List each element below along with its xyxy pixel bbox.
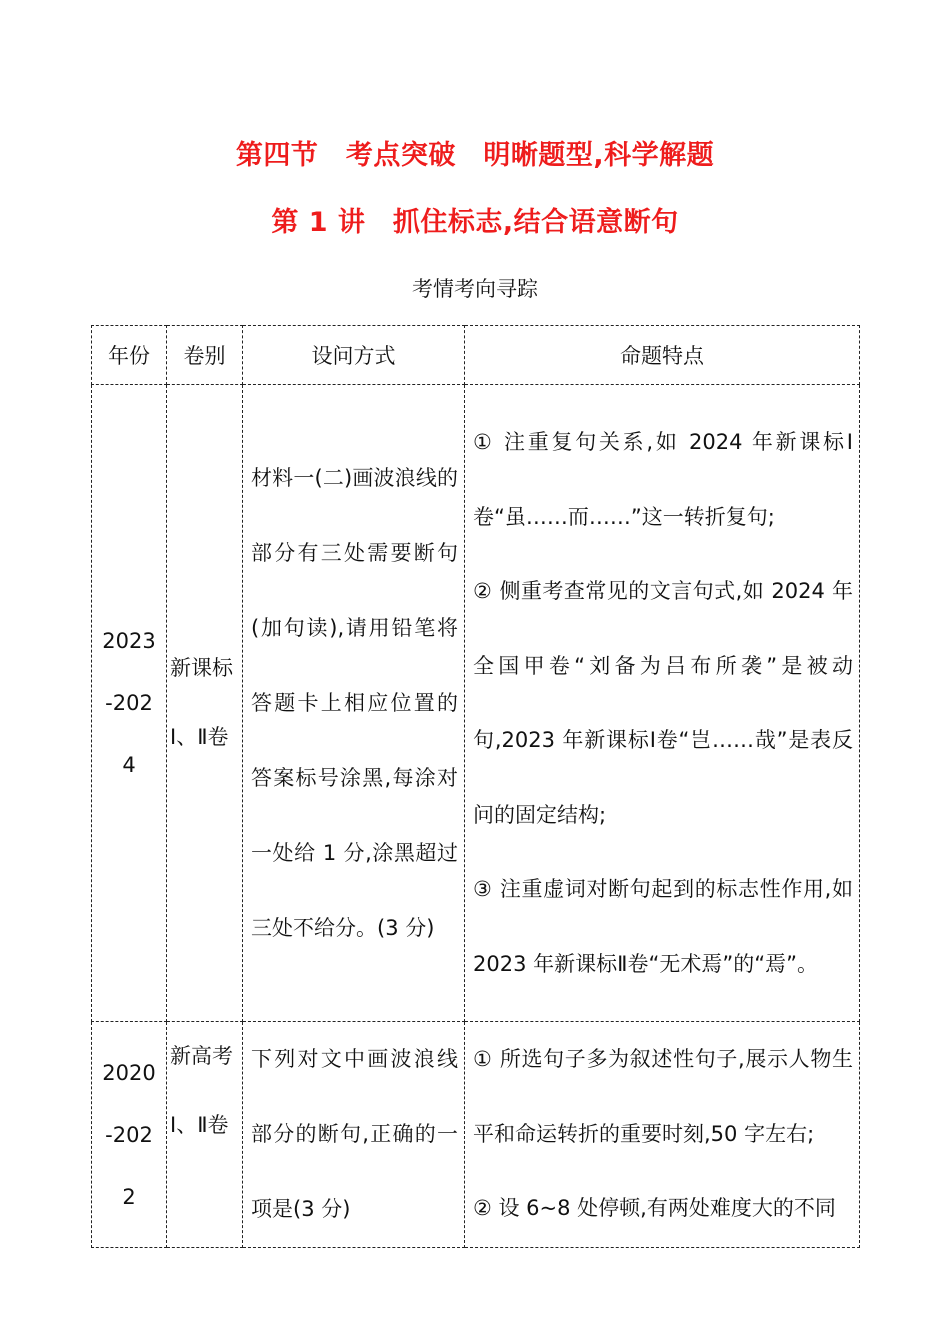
feature-item: ③ 注重虚词对断句起到的标志性作用,如 2023 年新课标Ⅱ卷“无术焉”的“焉”。: [473, 877, 853, 976]
table-caption: 考情考向寻踪: [412, 277, 538, 301]
question-cell: 材料一(二)画波浪线的部分有三处需要断句(加句读),请用铅笔将答题卡上相应位置的答案标号涂黑,每涂对一处给 1 分,涂黑超过三处不给分。(3 分): [243, 385, 465, 1022]
header-features: 命题特点: [465, 326, 860, 385]
year-text: 2020-2022: [102, 1060, 156, 1209]
feature-item: ① 注重复句关系,如 2024 年新课标Ⅰ卷“虽……而……”这一转折复句;: [473, 430, 853, 529]
header-year: 年份: [92, 326, 167, 385]
header-question: 设问方式: [243, 326, 465, 385]
paper-cell: 新高考Ⅰ、Ⅱ卷: [167, 1022, 243, 1248]
year-text: 2023-2024: [102, 629, 156, 777]
feature-item: ① 所选句子多为叙述性句子,展示人物生平和命运转折的重要时刻,50 字左右;: [473, 1047, 853, 1146]
table-row: [92, 385, 860, 1022]
table-header-row: [92, 326, 860, 385]
year-cell: [92, 385, 167, 1022]
features-cell: [465, 385, 860, 1022]
lecture-title: 第 1 讲 抓住标志,结合语意断句: [271, 207, 679, 238]
section-title: 第四节 考点突破 明晰题型,科学解题: [235, 140, 715, 171]
header-paper: 卷别: [167, 326, 243, 385]
features-cell: [465, 1022, 860, 1248]
paper-cell: 新课标Ⅰ、Ⅱ卷: [167, 385, 243, 1022]
feature-item: ② 设 6~8 处停顿,有两处难度大的不同: [473, 1196, 836, 1220]
exam-analysis-table: [91, 325, 860, 1248]
question-cell: 下列对文中画波浪线部分的断句,正确的一项是(3 分): [243, 1022, 465, 1248]
year-cell: [92, 1022, 167, 1248]
table-row: [92, 1022, 860, 1248]
feature-item: ② 侧重考查常见的文言句式,如 2024 年全国甲卷“刘备为吕布所袭”是被动句,2023 年新课标Ⅰ卷“岂……哉”是表反问的固定结构;: [473, 579, 853, 827]
